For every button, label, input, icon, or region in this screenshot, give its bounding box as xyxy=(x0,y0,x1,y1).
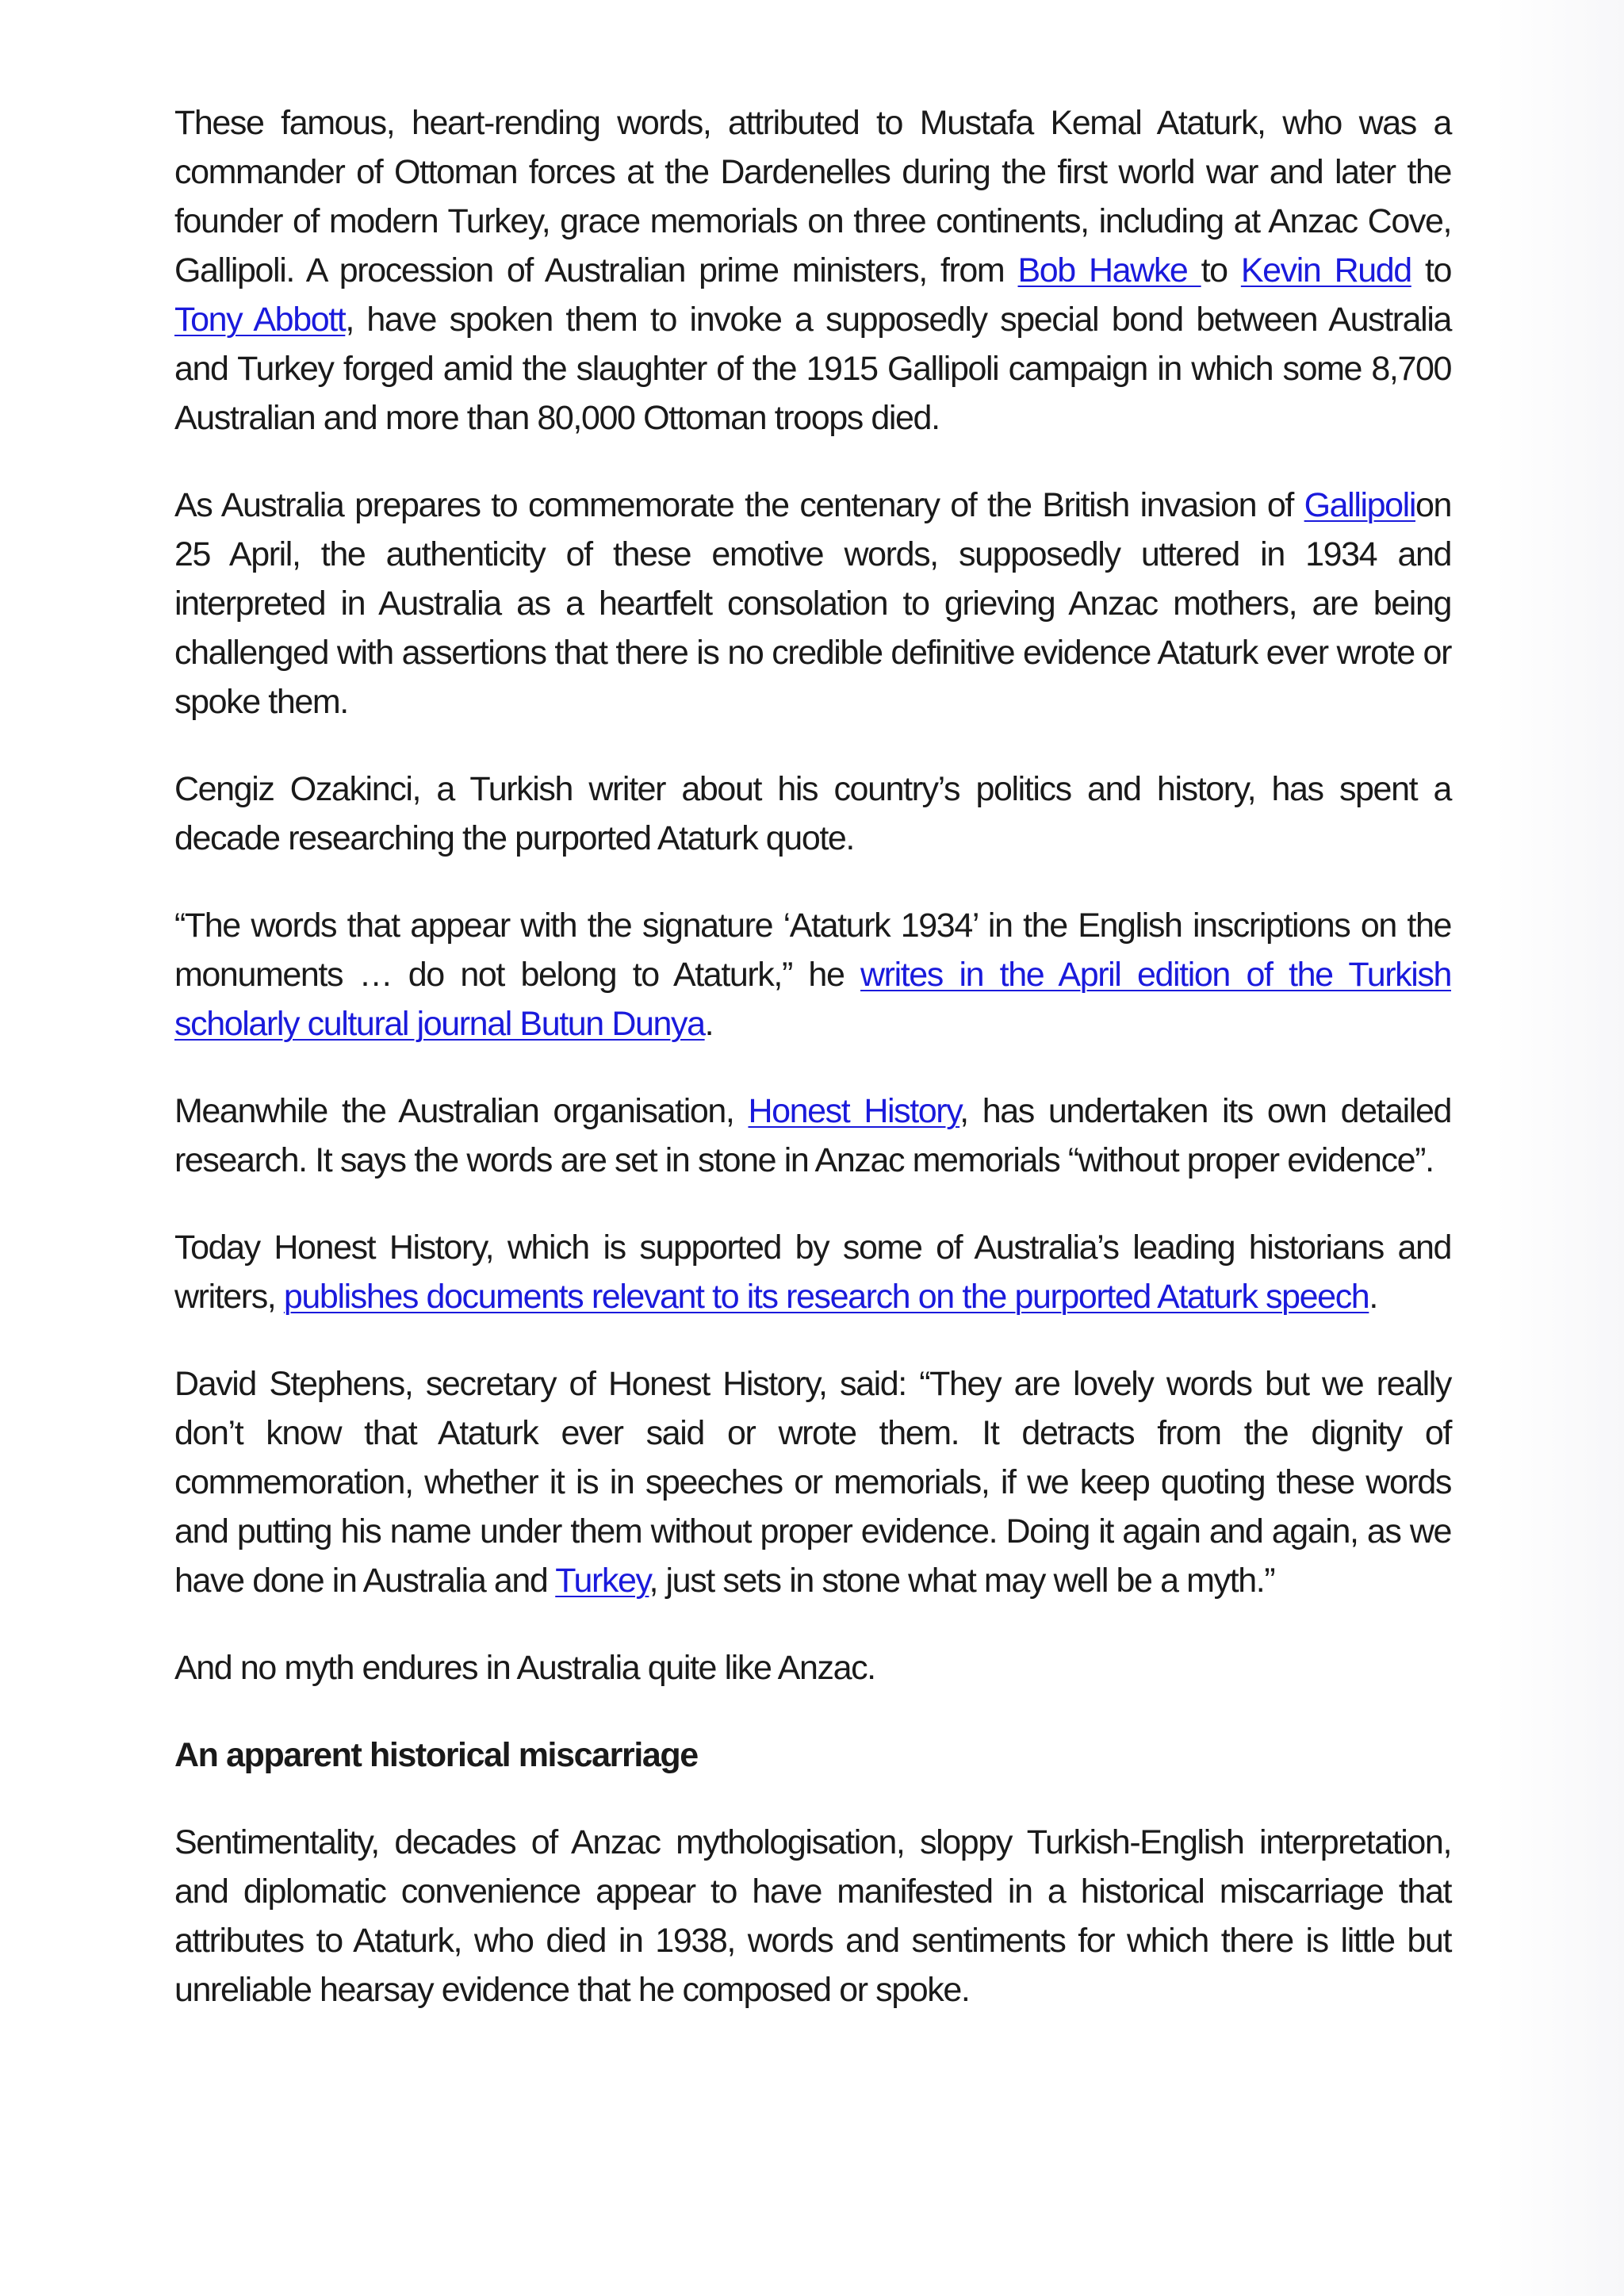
paragraph-text: . xyxy=(1369,1278,1377,1316)
paragraph-text: , has undertaken its own detailed research. It says the words are set in stone in Anzac memorials “without proper evidence”. xyxy=(174,1092,1451,1179)
paragraph-david-stephens xyxy=(174,1359,1451,1605)
section-heading: An apparent historical miscarriage xyxy=(174,1736,698,1774)
link-research-documents[interactable]: publishes documents relevant to its research on the purported Ataturk speech xyxy=(283,1278,1369,1316)
paragraph-honest-history xyxy=(174,1087,1451,1185)
paragraph-anzac-myth: And no myth endures in Australia quite like Anzac. xyxy=(174,1649,875,1687)
paragraph-text: to xyxy=(1411,251,1452,289)
paragraph-publishes-documents xyxy=(174,1223,1451,1321)
paragraph-text: , just sets in stone what may well be a myth.” xyxy=(649,1562,1275,1600)
paragraph-sentimentality: Sentimentality, decades of Anzac mythologisation, sloppy Turkish-English interpretation, and diplomatic convenience appear to have manifested in a historical miscarriage that attributes to Ataturk, who died in 1938, words and sentiments for which there is little but unreliable hearsay evidence that he composed or spoke. xyxy=(174,1823,1451,2009)
paragraph-ataturk-words xyxy=(174,98,1451,443)
link-kevin-rudd[interactable]: Kevin Rudd xyxy=(1240,251,1411,289)
link-bob-hawke[interactable]: Bob Hawke xyxy=(1017,251,1201,289)
paragraph-text: . xyxy=(704,1005,714,1043)
paragraph-text: Meanwhile the Australian organisation, xyxy=(174,1092,749,1130)
link-turkey[interactable]: Turkey xyxy=(555,1562,649,1600)
article-body xyxy=(174,98,1451,2053)
paragraph-ozakinci: Cengiz Ozakinci, a Turkish writer about his country’s politics and history, has spent a decade researching the purported Ataturk quote. xyxy=(174,770,1451,857)
link-honest-history[interactable]: Honest History xyxy=(748,1092,960,1130)
paragraph-text: , have spoken them to invoke a supposedly special bond between Australia and Turkey forged amid the slaughter of the 1915 Gallipoli campaign in which some 8,700 Australian and more than 80,000 Ottoman troops died. xyxy=(174,301,1451,437)
paragraph-text: on 25 April, the authenticity of these emotive words, supposedly uttered in 1934 and interpreted in Australia as a heartfelt consolation to grieving Anzac mothers, are being challenged with assertions that there is no credible definitive evidence Ataturk ever wrote or spoke them. xyxy=(174,486,1451,721)
paragraph-centenary xyxy=(174,481,1451,726)
link-gallipoli[interactable]: Gallipoli xyxy=(1304,486,1415,524)
paragraph-text: Today Honest History, which is supported by some of Australia’s leading historians and writers, xyxy=(174,1228,1451,1316)
paragraph-text: “The words that appear with the signature ‘Ataturk 1934’ in the English inscriptions on the monuments … do not belong to Ataturk,” he xyxy=(174,907,1451,994)
paragraph-text: These famous, heart-rending words, attributed to Mustafa Kemal Ataturk, who was a commander of Ottoman forces at the Dardenelles during the first world war and later the founder of modern Turkey, grace memorials on three continents, including at Anzac Cove, Gallipoli. A procession of Australian prime ministers, from xyxy=(174,104,1451,289)
paragraph-text: David Stephens, secretary of Honest History, said: “They are lovely words but we really don’t know that Ataturk ever said or wrote them. It detracts from the dignity of commemoration, whether it is in speeches or memorials, if we keep quoting these words and putting his name under them without proper evidence. Doing it again and again, as we have done in Australia and xyxy=(174,1365,1451,1600)
paragraph-quote-inscriptions xyxy=(174,901,1451,1048)
paragraph-text: to xyxy=(1201,251,1241,289)
link-tony-abbott[interactable]: Tony Abbott xyxy=(174,301,346,339)
link-butun-dunya-journal[interactable]: writes in the April edition of the Turkish scholarly cultural journal Butun Dunya xyxy=(174,956,1451,1043)
paragraph-text: As Australia prepares to commemorate the centenary of the British invasion of xyxy=(174,486,1304,524)
